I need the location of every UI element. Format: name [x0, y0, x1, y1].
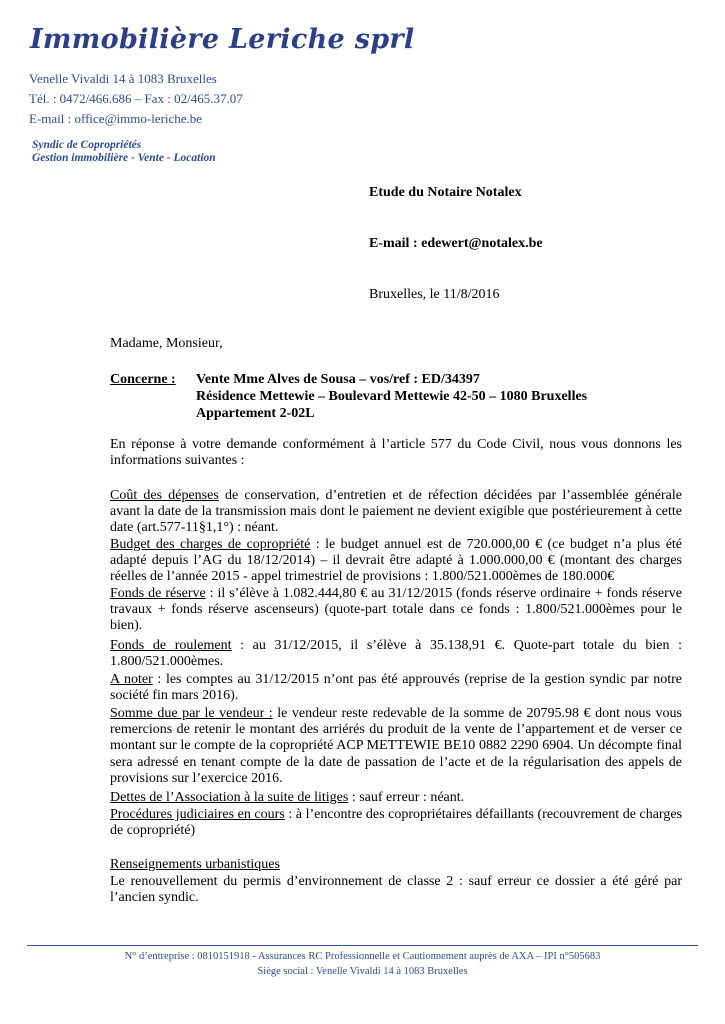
item-text: : sauf erreur : néant.: [348, 790, 465, 805]
company-services: [32, 139, 448, 165]
item-text: : le budget annuel est de 720.000,00 € (ce budget n’a plus été adapté depuis l’AG du 18/12/2014) – il devrait être adapté à 1.000.000,00 € (montant des charges réelles de l’année 2015 - appel trimestriel de provisions : 1.800/521.000èmes de 180.000€: [110, 537, 683, 585]
item-label: Dettes de l’Association à la suite de litiges: [110, 790, 349, 805]
item-procedures: [110, 807, 682, 839]
item-text: le vendeur reste redevable de la somme de 20795.98 € dont nous vous remercions de retenir le montant des arriérés du produit de la vente de l’appartement et de verser ce montant sur le compte de la copropriété ACP METTEWIE BE10 0882 2290 6904. Un décompte final sera adressé en tenant compte de la date de passation de l’acte et de la régularisation des appels de provisions sur l’exercice 2016.: [110, 706, 683, 786]
item-cout-depenses: [110, 488, 682, 537]
footer-line: Siège social : Venelle Vivaldi 14 à 1083 Bruxelles: [257, 966, 468, 977]
place-date: Bruxelles, le 11/8/2016: [369, 287, 500, 302]
subject-line: Appartement 2-02L: [196, 406, 315, 421]
recipient-email: E-mail : edewert@notalex.be: [369, 236, 543, 251]
company-email: E-mail : office@immo-leriche.be: [29, 111, 203, 126]
subject-line: Résidence Mettewie – Boulevard Mettewie 42-50 – 1080 Bruxelles: [196, 389, 588, 404]
company-name: Immobilière Leriche sprl: [30, 24, 415, 55]
item-text: : au 31/12/2015, il s’élève à 35.138,91 €. Quote-part totale du bien : 1.800/521.000èmes.: [110, 638, 682, 670]
item-somme-due: [110, 706, 682, 787]
item-text: : il s’élève à 1.082.444,80 € au 31/12/2015 (fonds réserve ordinaire + fonds réserve travaux + fonds réserve ascenseurs) (quote-part totale dans ce fonds : 1.800/521.000èmes pour le bien).: [110, 586, 682, 634]
intro-paragraph: En réponse à votre demande conformément à l’article 577 du Code Civil, nous vous donnons les informations suivantes :: [110, 437, 682, 469]
item-label: Fonds de réserve: [110, 586, 206, 601]
item-label: A noter: [110, 672, 153, 687]
footer-divider: [27, 945, 698, 946]
company-address: Venelle Vivaldi 14 à 1083 Bruxelles: [29, 71, 217, 86]
item-label: Budget des charges de copropriété: [110, 537, 311, 552]
item-label: Coût des dépenses: [110, 488, 219, 503]
item-dettes: [110, 790, 682, 806]
item-label: Somme due par le vendeur :: [110, 706, 273, 721]
item-fonds-roulement: [110, 638, 682, 670]
item-label: Procédures judiciaires en cours: [110, 807, 285, 822]
subject-label: Concerne :: [110, 372, 176, 387]
item-a-noter: [110, 672, 682, 704]
item-text: : à l’encontre des copropriétaires défaillants (recouvrement de charges de copropriété): [110, 807, 682, 839]
urban-text: Le renouvellement du permis d’environnement de classe 2 : sauf erreur ce dossier a été géré par l’ancien syndic.: [110, 874, 682, 906]
item-fonds-reserve: [110, 586, 682, 635]
salutation: Madame, Monsieur,: [110, 336, 223, 351]
recipient-name: Etude du Notaire Notalex: [369, 185, 522, 200]
urban-heading: Renseignements urbanistiques: [110, 857, 280, 872]
service-line: Gestion immobilière - Vente - Location: [32, 152, 216, 164]
letterhead: [28, 24, 448, 165]
service-line: Syndic de Copropriétés: [32, 139, 142, 151]
company-phone-fax: Tél. : 0472/466.686 – Fax : 02/465.37.07: [29, 91, 243, 106]
item-text: : les comptes au 31/12/2015 n’ont pas été approuvés (reprise de la gestion syndic par notre société fin mars 2016).: [110, 672, 682, 704]
item-budget: [110, 537, 682, 586]
footer-line: N° d’entreprise : 0810151918 - Assurances RC Professionnelle et Cautionnement auprès de AXA – IPI n°505683: [124, 951, 601, 962]
subject-line: Vente Mme Alves de Sousa – vos/ref : ED/34397: [196, 372, 480, 387]
item-label: Fonds de roulement: [110, 638, 232, 653]
item-text: de conservation, d’entretien et de réfection décidées par l’assemblée générale avant la date de la transmission mais dont le paiement ne devient exigible que postérieurement à cette date (art.577-11§1,1°) : néant.: [110, 488, 682, 536]
